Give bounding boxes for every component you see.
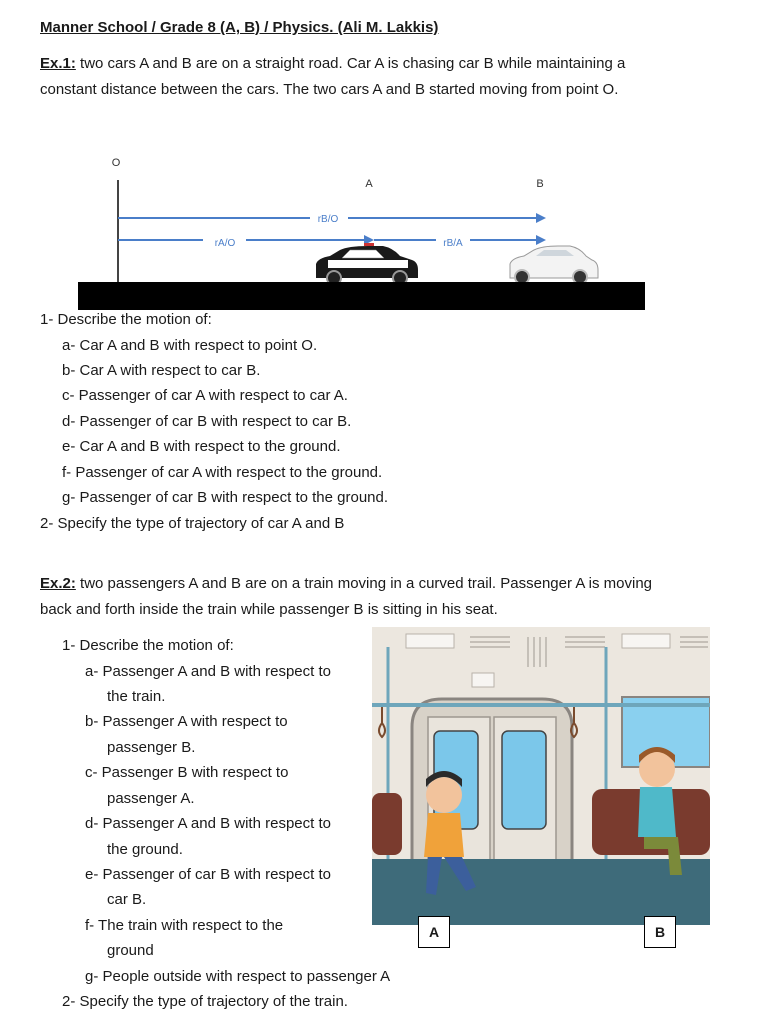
origin-label: O	[111, 157, 121, 169]
cars-diagram	[78, 150, 648, 312]
passenger-b-label: B	[644, 916, 676, 948]
ex2-line1-text: two passengers A and B are on a train moving in a curved trail. Passenger A is moving	[75, 575, 653, 592]
ex2-item-f-cont: ground	[107, 942, 154, 959]
ex2-item-b: b- Passenger A with respect to	[85, 713, 288, 730]
ex1-intro-line1	[40, 54, 625, 74]
car-b-top-label: B	[536, 178, 544, 190]
vector-rba-arrowhead	[536, 235, 546, 245]
ex2-item-g: g- People outside with respect to passenger A	[85, 968, 391, 985]
ex1-question-2: 2- Specify the type of trajectory of car A and B	[40, 515, 345, 532]
ex1-item-f: f- Passenger of car A with respect to the ground.	[62, 464, 383, 481]
train-illustration	[372, 627, 710, 925]
vector-rbo-arrowhead	[536, 213, 546, 223]
ex1-item-b: b- Car A with respect to car B.	[62, 362, 261, 379]
ex2-label: Ex.2:	[40, 575, 76, 592]
ex2-item-b-cont: passenger B.	[107, 739, 196, 756]
vector-rbo-label: rB/O	[317, 214, 339, 225]
ex2-item-e-cont: car B.	[107, 891, 147, 908]
vector-rao-label: rA/O	[214, 238, 236, 249]
car-b-white-car	[510, 246, 598, 284]
ex1-line1-text: two cars A and B are on a straight road. Car A is chasing car B while maintaining a	[75, 55, 626, 72]
ground-bar	[78, 282, 645, 310]
ex2-item-d: d- Passenger A and B with respect to	[85, 815, 331, 832]
ex1-intro-line2: constant distance between the cars. The two cars A and B started moving from point O.	[40, 81, 619, 98]
ex2-intro-line2: back and forth inside the train while passenger B is sitting in his seat.	[40, 601, 498, 618]
ex1-item-a: a- Car A and B with respect to point O.	[62, 337, 318, 354]
ex2-item-a: a- Passenger A and B with respect to	[85, 663, 331, 680]
ex1-label: Ex.1:	[40, 55, 76, 72]
ex1-item-c: c- Passenger of car A with respect to car A.	[62, 387, 348, 404]
passenger-a-label: A	[418, 916, 450, 948]
ex2-question-2: 2- Specify the type of trajectory of the train.	[62, 993, 348, 1010]
car-a-top-label: A	[365, 178, 373, 190]
ex1-item-d: d- Passenger of car B with respect to car B.	[62, 413, 352, 430]
ex1-item-e: e- Car A and B with respect to the ground.	[62, 438, 341, 455]
car-a-police-car	[316, 243, 418, 285]
ex2-item-e: e- Passenger of car B with respect to	[85, 866, 331, 883]
ex2-item-c: c- Passenger B with respect to	[85, 764, 289, 781]
ex2-question-1: 1- Describe the motion of:	[62, 637, 234, 654]
ex1-item-g: g- Passenger of car B with respect to the ground.	[62, 489, 389, 506]
ex2-item-c-cont: passenger A.	[107, 790, 195, 807]
ex1-question-1: 1- Describe the motion of:	[40, 311, 212, 328]
vector-rba-label: rB/A	[443, 238, 463, 249]
ex2-intro-line1	[40, 574, 652, 594]
ex2-item-a-cont: the train.	[107, 688, 166, 705]
page-title: Manner School / Grade 8 (A, B) / Physics. (Ali M. Lakkis)	[40, 19, 439, 36]
ex2-item-f: f- The train with respect to the	[85, 917, 284, 934]
ex2-item-d-cont: the ground.	[107, 841, 183, 858]
